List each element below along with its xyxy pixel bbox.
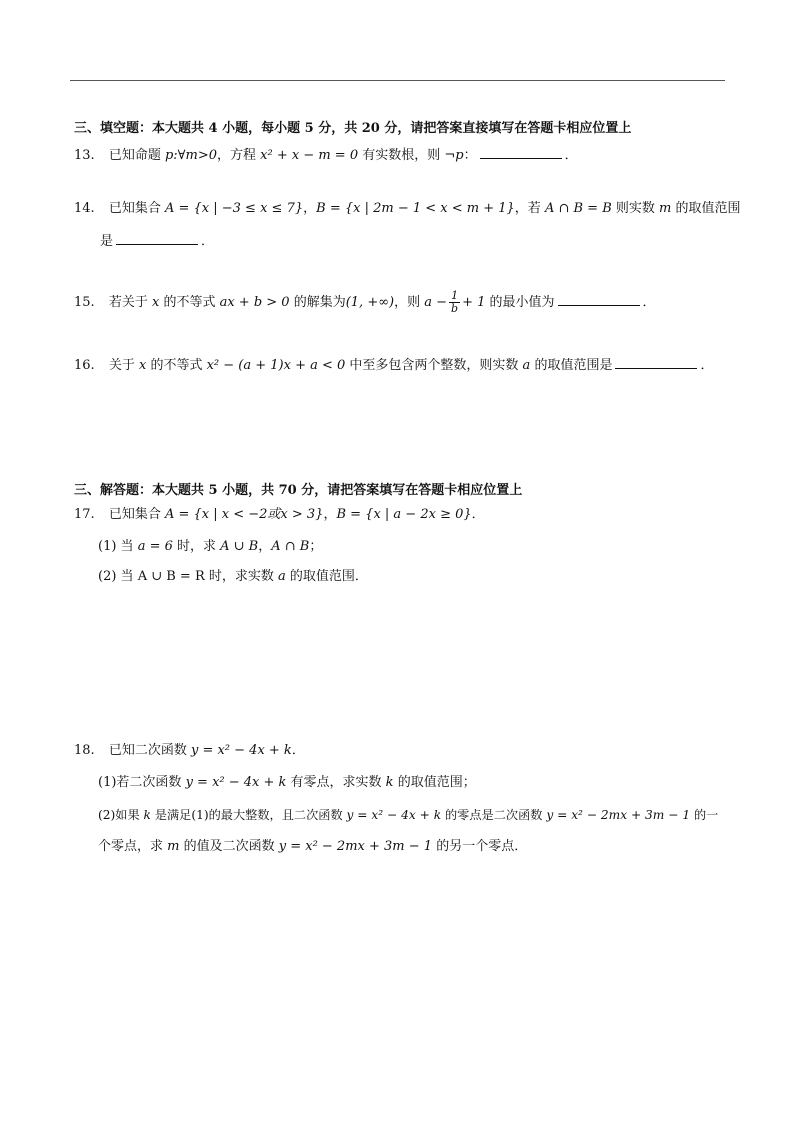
question-number: 18. (74, 743, 95, 758)
question-17: 17. 已知集合 A = {x | x < −2或x > 3}，B = {x | a − 2x ≥ 0}． (74, 507, 485, 522)
question-18-part-1: (1)若二次函数 y = x² − 4x + k 有零点，求实数 k 的取值范围； (98, 775, 476, 790)
question-15: 15. 若关于 x 的不等式 ax + b > 0 的解集为(1, +∞)，则 a − $\frac{1}{b}$ + 1 的最小值为 ． (74, 289, 656, 315)
question-17-part-1: (1) 当 a = 6 时，求 A ∪ B，A ∩ B； (98, 539, 323, 554)
question-17-part-2: (2) 当 A ∪ B = R 时，求实数 a 的取值范围． (98, 569, 368, 584)
question-13: 13. 已知命题 p:∀m>0，方程 x² + x − m = 0 有实数根，则 ¬p： ． (74, 144, 578, 165)
question-number: 17. (74, 507, 95, 522)
question-number: 13. (74, 148, 95, 163)
answer-blank[interactable] (558, 291, 640, 306)
question-16: 16. 关于 x 的不等式 x² − (a + 1)x + a < 0 中至多包含两个整数，则实数 a 的取值范围是 ． (74, 354, 713, 375)
question-number: 15. (74, 295, 95, 310)
header-rule (70, 80, 725, 81)
answer-blank[interactable] (615, 354, 697, 369)
question-18-part-2: (2)如果 k 是满足(1)的最大整数，且二次函数 y = x² − 4x + k 的零点是二次函数 y = x² − 2mx + 3m − 1 的一 (98, 808, 719, 822)
section-heading-fill: 三、填空题：本大题共 4 小题，每小题 5 分，共 20 分，请把答案直接填写在答题卡相应位置上 (74, 121, 632, 136)
question-18-part-2-continued: 个零点，求 m 的值及二次函数 y = x² − 2mx + 3m − 1 的另一个零点． (98, 839, 528, 854)
question-14: 14. 已知集合 A = {x | −3 ≤ x ≤ 7}，B = {x | 2m − 1 < x < m + 1}，若 A ∩ B = B 则实数 m 的取值范围 (74, 201, 741, 216)
fraction: $\frac{1}{b}$ (451, 289, 459, 315)
answer-blank[interactable] (116, 230, 198, 245)
question-number: 16. (74, 358, 95, 373)
question-number: 14. (74, 201, 95, 216)
question-14-continued: 是 ． (100, 230, 214, 251)
answer-blank[interactable] (480, 144, 562, 159)
question-18: 18. 已知二次函数 y = x² − 4x + k． (74, 743, 305, 758)
section-heading-answer: 三、解答题：本大题共 5 小题，共 70 分，请把答案填写在答题卡相应位置上 (74, 483, 523, 498)
